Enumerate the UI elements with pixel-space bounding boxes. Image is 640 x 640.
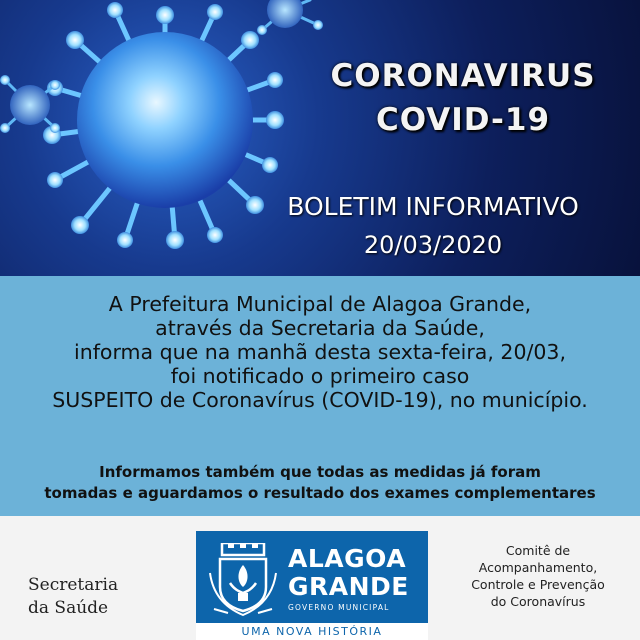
logo-slogan: UMA NOVA HISTÓRIA xyxy=(241,625,383,638)
comite-line: do Coronavírus xyxy=(490,594,586,609)
logo-name-grande: GRANDE xyxy=(288,572,409,601)
logo-governo-municipal: GOVERNO MUNICIPAL xyxy=(288,603,390,612)
announcement-line: informa que na manhã desta sexta-feira, 20/03, xyxy=(74,340,566,364)
title-box xyxy=(318,54,608,154)
note-line: Informamos também que todas as medidas já foram xyxy=(99,463,541,481)
announcement-line: A Prefeitura Municipal de Alagoa Grande, xyxy=(108,292,532,316)
secretaria-line: da Saúde xyxy=(28,598,109,618)
secretaria-line: Secretaria xyxy=(28,575,119,595)
comite-line: Comitê de xyxy=(505,543,571,558)
logo-name-alagoa: ALAGOA xyxy=(288,544,407,573)
note-text xyxy=(0,462,640,504)
footer xyxy=(0,516,640,640)
municipal-crest-icon xyxy=(208,543,278,617)
announcement-line: foi notificado o primeiro caso xyxy=(170,364,470,388)
info-section xyxy=(0,276,640,516)
announcement-text xyxy=(0,292,640,412)
comite-line: Acompanhamento, xyxy=(478,560,598,575)
banner xyxy=(0,0,640,276)
comite-line: Controle e Prevenção xyxy=(471,577,605,592)
bulletin-date: 20/03/2020 xyxy=(363,231,503,259)
comite-label xyxy=(448,542,628,610)
alagoa-grande-logo xyxy=(196,531,428,640)
logo-slogan-bar xyxy=(196,623,428,640)
announcement-line: SUSPEITO de Coronavírus (COVID-19), no município. xyxy=(52,388,588,412)
secretaria-label xyxy=(28,574,158,620)
announcement-line: através da Secretaria da Saúde, xyxy=(155,316,485,340)
title-covid: COVID-19 xyxy=(375,102,551,138)
note-line: tomadas e aguardamos o resultado dos exames complementares xyxy=(44,484,596,502)
title-coronavirus: CORONAVIRUS xyxy=(330,58,596,94)
bulletin-title: BOLETIM INFORMATIVO xyxy=(287,192,579,221)
